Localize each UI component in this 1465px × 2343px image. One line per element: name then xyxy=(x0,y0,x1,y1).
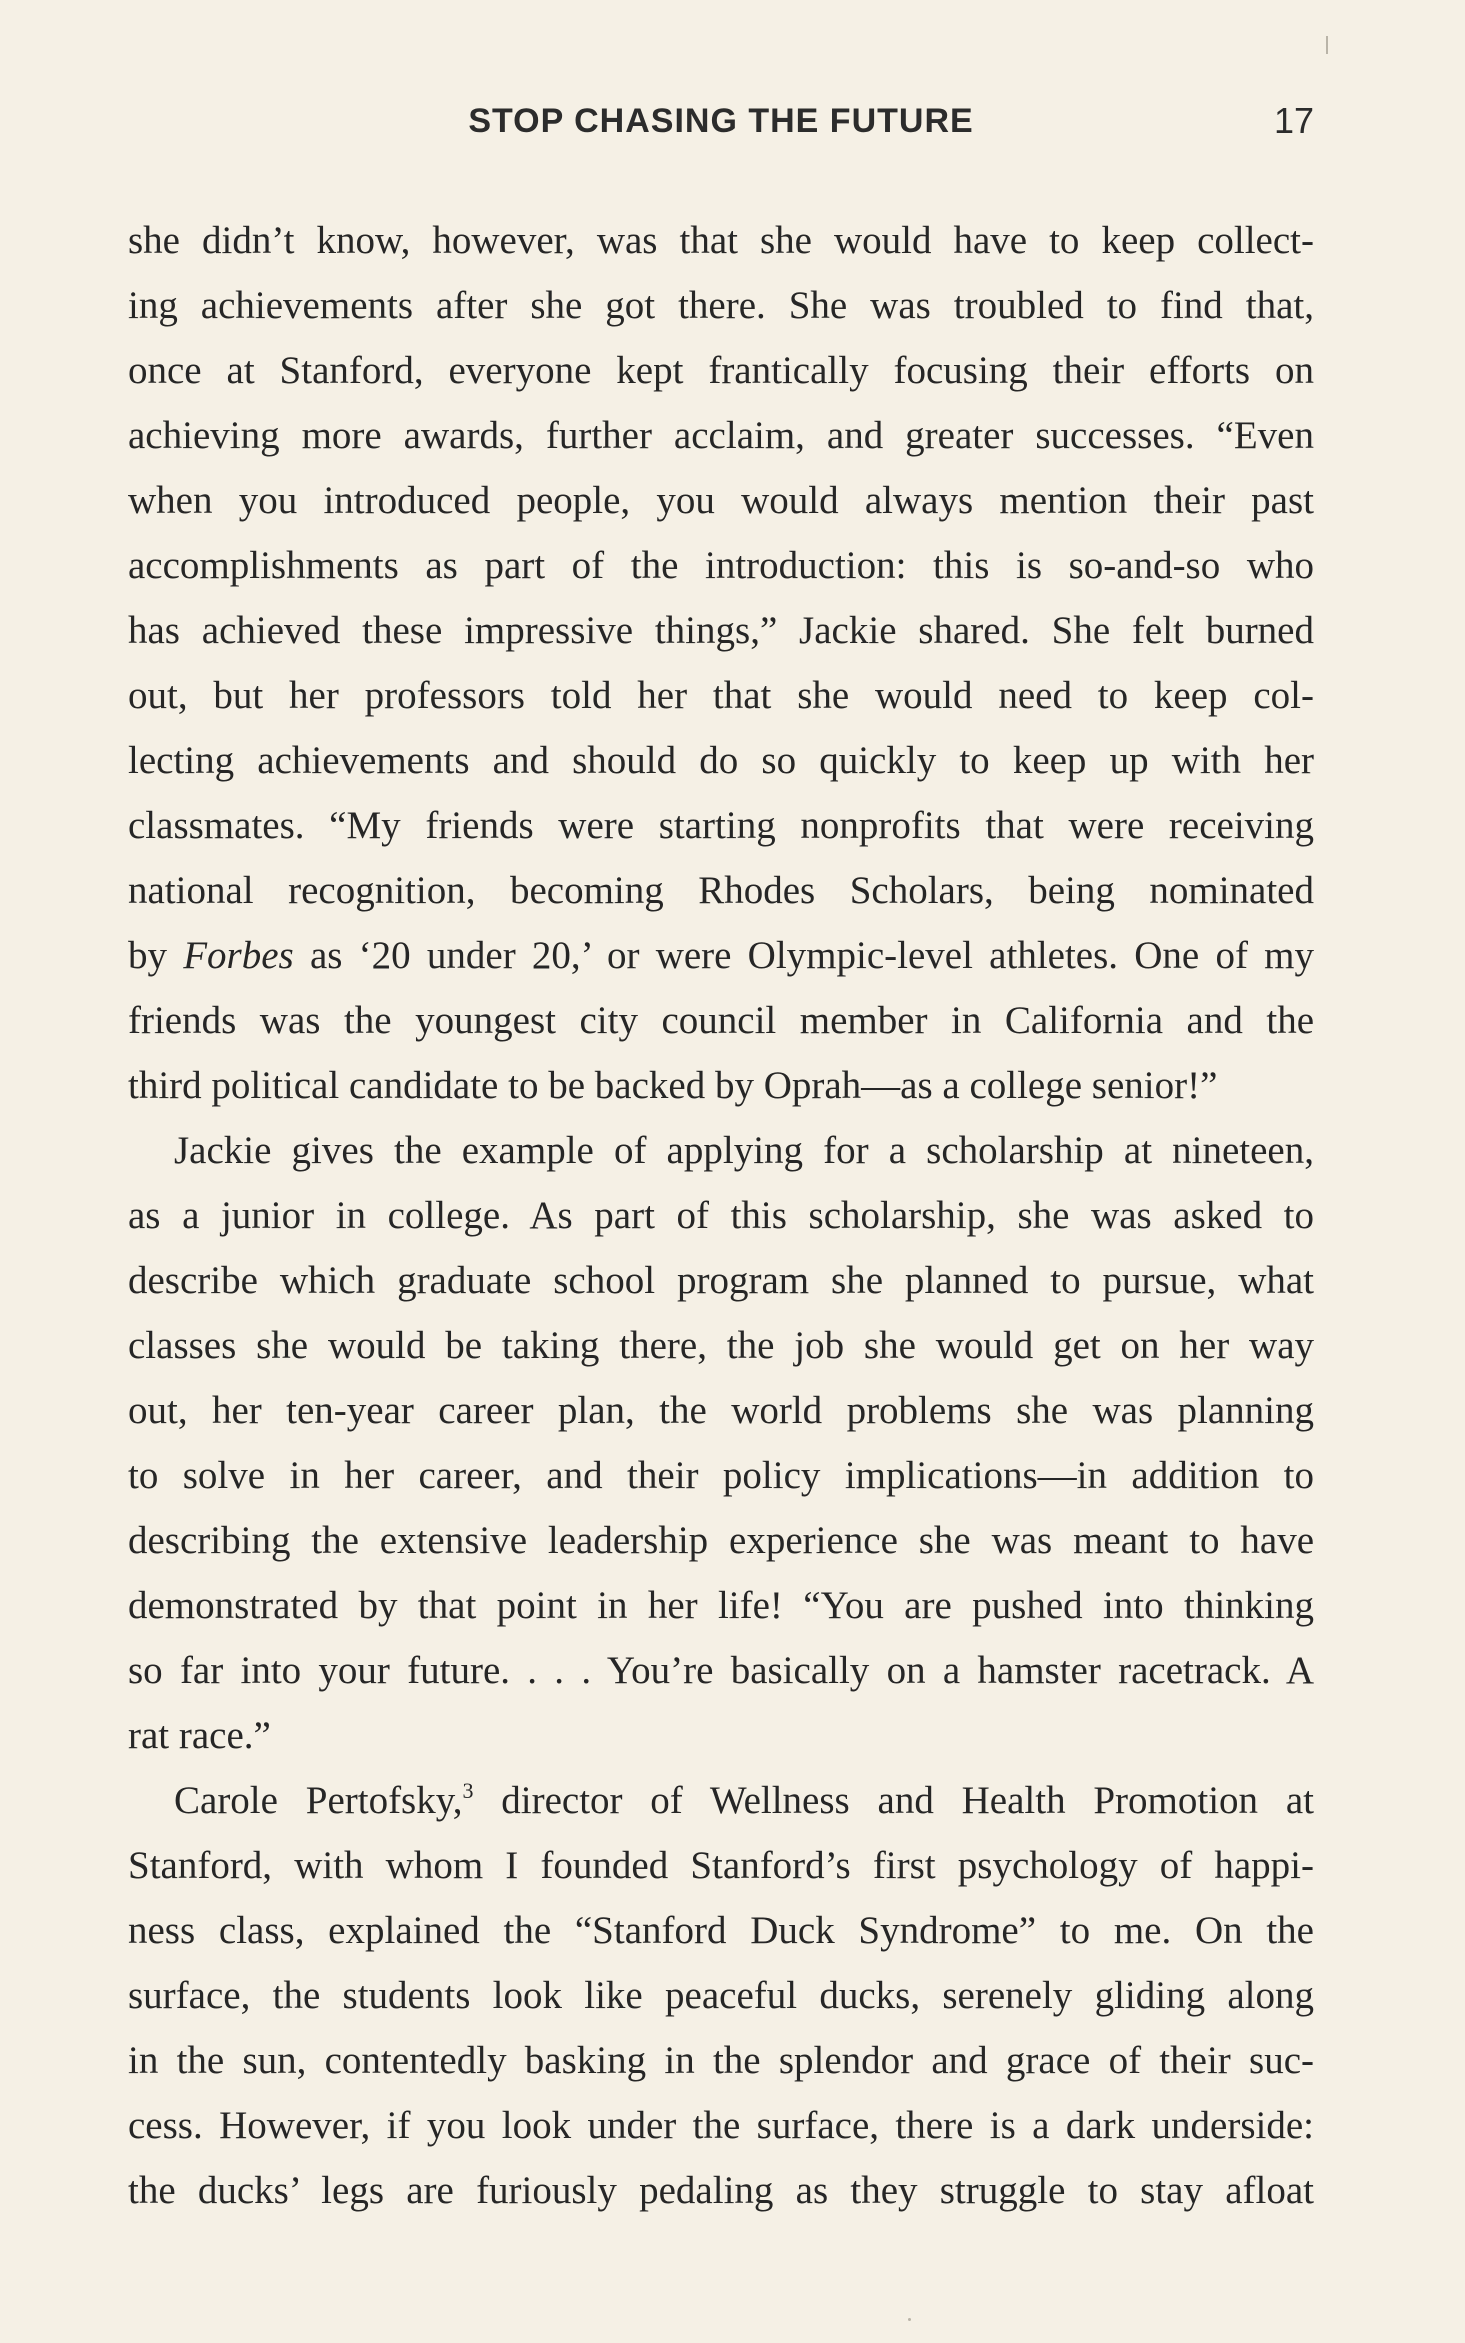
text-line: demonstrated by that point in her life! “You are pushed into thinking xyxy=(128,1584,1314,1627)
text-line: ing achievements after she got there. She was troubled to find that, xyxy=(128,284,1314,327)
text-line: accomplishments as part of the introduction: this is so-and-so who xyxy=(128,544,1314,587)
text-line: surface, the students look like peaceful ducks, serenely gliding along xyxy=(128,1974,1314,2017)
text-line: as a junior in college. As part of this scholarship, she was asked to xyxy=(128,1194,1314,1237)
text-line xyxy=(128,1768,1314,1833)
paragraph-2 xyxy=(128,1118,1314,1768)
text-line: when you introduced people, you would always mention their past xyxy=(128,479,1314,522)
paragraph-1 xyxy=(128,208,1314,1118)
text-line: Jackie gives the example of applying for a scholarship at nineteen, xyxy=(174,1129,1314,1172)
text-fragment: by xyxy=(128,934,184,977)
text-line: cess. However, if you look under the surface, there is a dark underside: xyxy=(128,2104,1314,2147)
text-line: once at Stanford, everyone kept frantically focusing their efforts on xyxy=(128,349,1314,392)
text-line: classmates. “My friends were starting nonprofits that were receiving xyxy=(128,804,1314,847)
page-header xyxy=(128,96,1314,146)
text-line: ness class, explained the “Stanford Duck Syndrome” to me. On the xyxy=(128,1909,1314,1952)
text-line: national recognition, becoming Rhodes Scholars, being nominated xyxy=(128,869,1314,912)
page-number: 17 xyxy=(1273,100,1314,141)
text-fragment: director of Wellness and Health Promotion at xyxy=(473,1779,1314,1822)
text-line: describe which graduate school program she planned to pursue, what xyxy=(128,1259,1314,1302)
text-line: so far into your future. . . . You’re basically on a hamster racetrack. A xyxy=(128,1649,1314,1692)
text-line: lecting achievements and should do so quickly to keep up with her xyxy=(128,739,1314,782)
text-line: has achieved these impressive things,” Jackie shared. She felt burned xyxy=(128,609,1314,652)
running-head: STOP CHASING THE FUTURE xyxy=(468,102,974,140)
text-line: out, but her professors told her that she would need to keep col- xyxy=(128,674,1314,717)
paragraph-3 xyxy=(128,1768,1314,2223)
scan-speck xyxy=(908,2318,911,2321)
italic-title: Forbes xyxy=(183,934,294,977)
text-line: she didn’t know, however, was that she would have to keep collect- xyxy=(128,219,1314,262)
text-line: in the sun, contentedly basking in the splendor and grace of their suc- xyxy=(128,2039,1314,2082)
text-line: describing the extensive leadership experience she was meant to have xyxy=(128,1519,1314,1562)
text-line: to solve in her career, and their policy implications—in addition to xyxy=(128,1454,1314,1497)
text-line: rat race.” xyxy=(128,1714,271,1757)
text-line: achieving more awards, further acclaim, and greater successes. “Even xyxy=(128,414,1314,457)
text-fragment: as ‘20 under 20,’ or were Olympic-level athletes. One of my xyxy=(293,934,1315,977)
text-line: out, her ten-year career plan, the world problems she was planning xyxy=(128,1389,1314,1432)
text-line: third political candidate to be backed by Oprah—as a college senior!” xyxy=(128,1064,1218,1107)
text-fragment: Carole Pertofsky, xyxy=(174,1779,463,1822)
text-line: friends was the youngest city council member in California and the xyxy=(128,999,1314,1042)
text-line: the ducks’ legs are furiously pedaling as they struggle to stay afloat xyxy=(128,2169,1314,2212)
footnote-marker[interactable]: 3 xyxy=(462,1778,474,1803)
text-line: classes she would be taking there, the job she would get on her way xyxy=(128,1324,1314,1367)
body-text xyxy=(128,208,1314,2223)
text-line xyxy=(128,923,1314,988)
text-line: Stanford, with whom I founded Stanford’s first psychology of happi- xyxy=(128,1844,1314,1887)
scan-speck xyxy=(1326,36,1328,54)
